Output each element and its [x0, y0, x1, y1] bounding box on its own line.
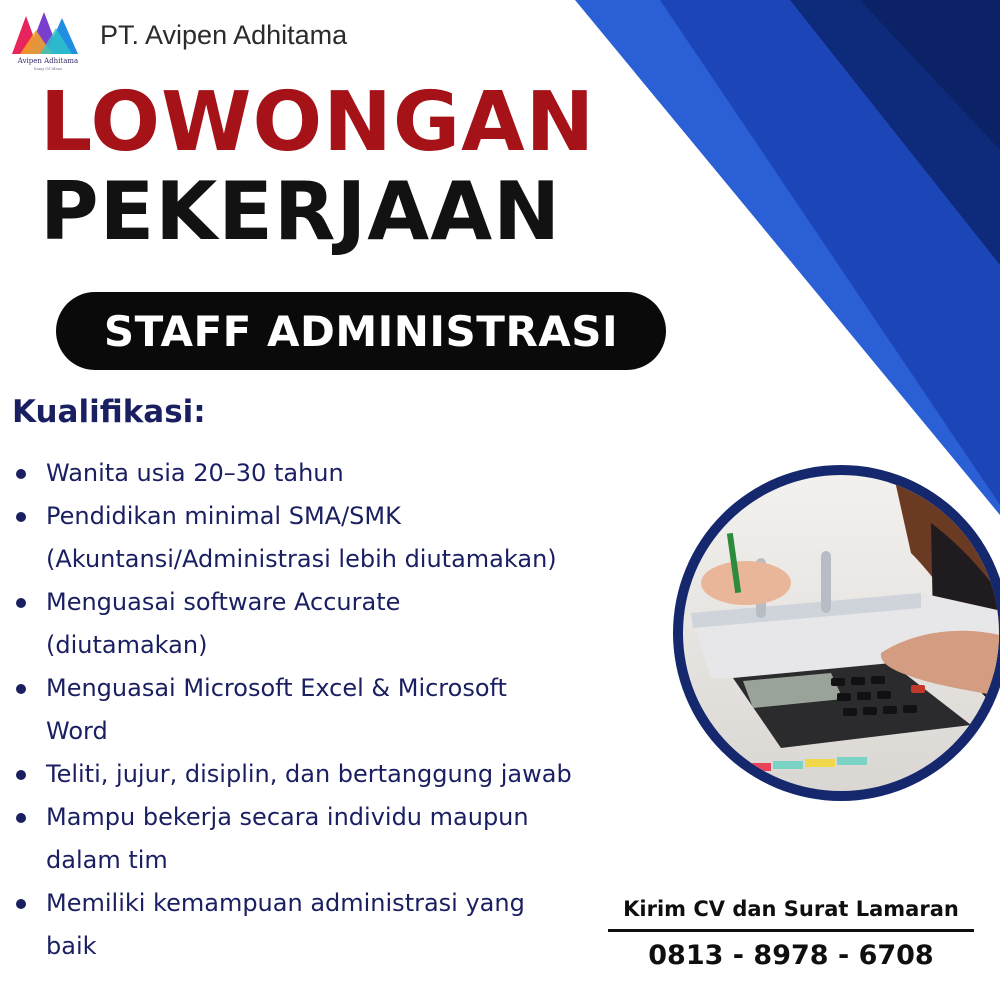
headline-pekerjaan: PEKERJAAN — [40, 165, 562, 258]
qualification-line: baik — [46, 932, 97, 960]
list-item — [14, 796, 614, 882]
qualification-line: Word — [46, 717, 108, 745]
bullet-icon — [16, 813, 26, 823]
qualifications-heading: Kualifikasi: — [12, 394, 206, 430]
list-item — [14, 495, 614, 581]
qualification-line: Memiliki kemampuan administrasi yang — [46, 889, 525, 917]
qualifications-list — [14, 452, 614, 968]
list-item — [14, 882, 614, 968]
bullet-icon — [16, 899, 26, 909]
list-item — [14, 452, 614, 495]
position-title: STAFF ADMINISTRASI — [103, 306, 619, 356]
svg-text:Sang Of Ideas: Sang Of Ideas — [33, 66, 63, 71]
bullet-icon — [16, 684, 26, 694]
bullet-icon — [16, 770, 26, 780]
qualification-line: dalam tim — [46, 846, 168, 874]
qualification-line: Menguasai Microsoft Excel & Microsoft — [46, 674, 507, 702]
svg-text:Avipen Adhitama: Avipen Adhitama — [17, 57, 79, 65]
qualification-line: Menguasai software Accurate — [46, 588, 401, 616]
headline-lowongan: LOWONGAN — [40, 75, 596, 170]
bullet-icon — [16, 598, 26, 608]
company-logo — [10, 8, 86, 72]
list-item — [14, 667, 614, 753]
list-item — [14, 753, 614, 796]
qualification-line: Pendidikan minimal SMA/SMK — [46, 502, 401, 530]
qualification-line: Teliti, jujur, disiplin, dan bertanggung jawab — [46, 760, 572, 788]
list-item — [14, 581, 614, 667]
contact-instruction: Kirim CV dan Surat Lamaran — [623, 897, 959, 921]
qualification-line: Wanita usia 20–30 tahun — [46, 459, 344, 487]
company-name: PT. Avipen Adhitama — [100, 20, 348, 50]
contact-block — [608, 897, 974, 971]
contact-phone: 0813 - 8978 - 6708 — [648, 940, 934, 971]
position-badge — [56, 292, 666, 370]
bullet-icon — [16, 469, 26, 479]
qualification-line: (diutamakan) — [46, 631, 208, 659]
bullet-icon — [16, 512, 26, 522]
accountant-calculator-photo — [671, 463, 1000, 803]
qualification-line: (Akuntansi/Administrasi lebih diutamakan) — [46, 545, 557, 573]
qualification-line: Mampu bekerja secara individu maupun — [46, 803, 529, 831]
